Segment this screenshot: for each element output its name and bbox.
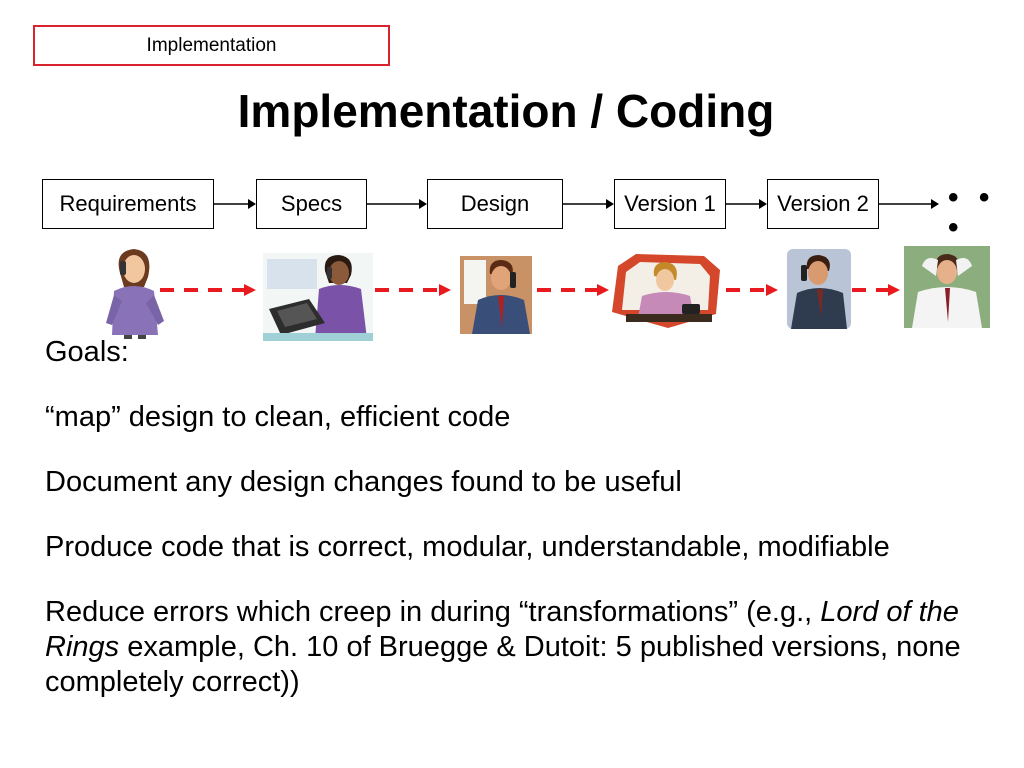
flow-arrow-2 [367,196,429,212]
stage-label: Version 2 [777,191,869,216]
handoff-arrow-3 [537,282,613,298]
flow-arrow-5 [879,196,941,212]
stage-version-1 [614,179,726,229]
flow-arrow-3 [563,196,616,212]
goal-item-last [45,595,975,700]
goal-text: example, Ch. 10 of Bruegge & Dutoit: 5 published versions, none completely correct)) [45,631,961,698]
goals-heading: Goals: [45,336,129,368]
stage-specs [256,179,367,229]
section-tag-label: Implementation [146,34,277,56]
woman-desk-phone-icon [612,252,722,328]
book-title: Lord of the Rings [45,596,959,663]
stage-label: Version 1 [624,191,716,216]
flow-arrow-1 [214,196,258,212]
flow-continuation: • • • [948,181,996,244]
goal-item: “map” design to clean, efficient code [45,401,511,433]
man-phone-window-icon [460,256,532,334]
goal-item: Produce code that is correct, modular, understandable, modifiable [45,531,890,563]
stage-label: Design [460,191,530,216]
section-tag [33,25,390,66]
slide-title: Implementation / Coding [237,85,775,137]
stage-label: Requirements [59,191,197,216]
goal-item: Document any design changes found to be useful [45,466,682,498]
stage-design [427,179,563,229]
handoff-arrow-1 [160,282,260,298]
goals-section [45,335,1005,730]
stressed-man-phone-icon [904,246,990,328]
stage-requirements [42,179,214,229]
flow-arrow-4 [726,196,769,212]
handoff-arrow-4 [726,282,782,298]
handoff-arrow-5 [852,282,904,298]
woman-laptop-phone-icon [263,253,373,341]
stage-label: Specs [280,191,343,216]
handoff-arrow-2 [375,282,455,298]
man-phone-icon [787,249,851,329]
stage-version-2 [767,179,879,229]
goal-text: Reduce errors which creep in during “transformations” (e.g., [45,596,821,628]
